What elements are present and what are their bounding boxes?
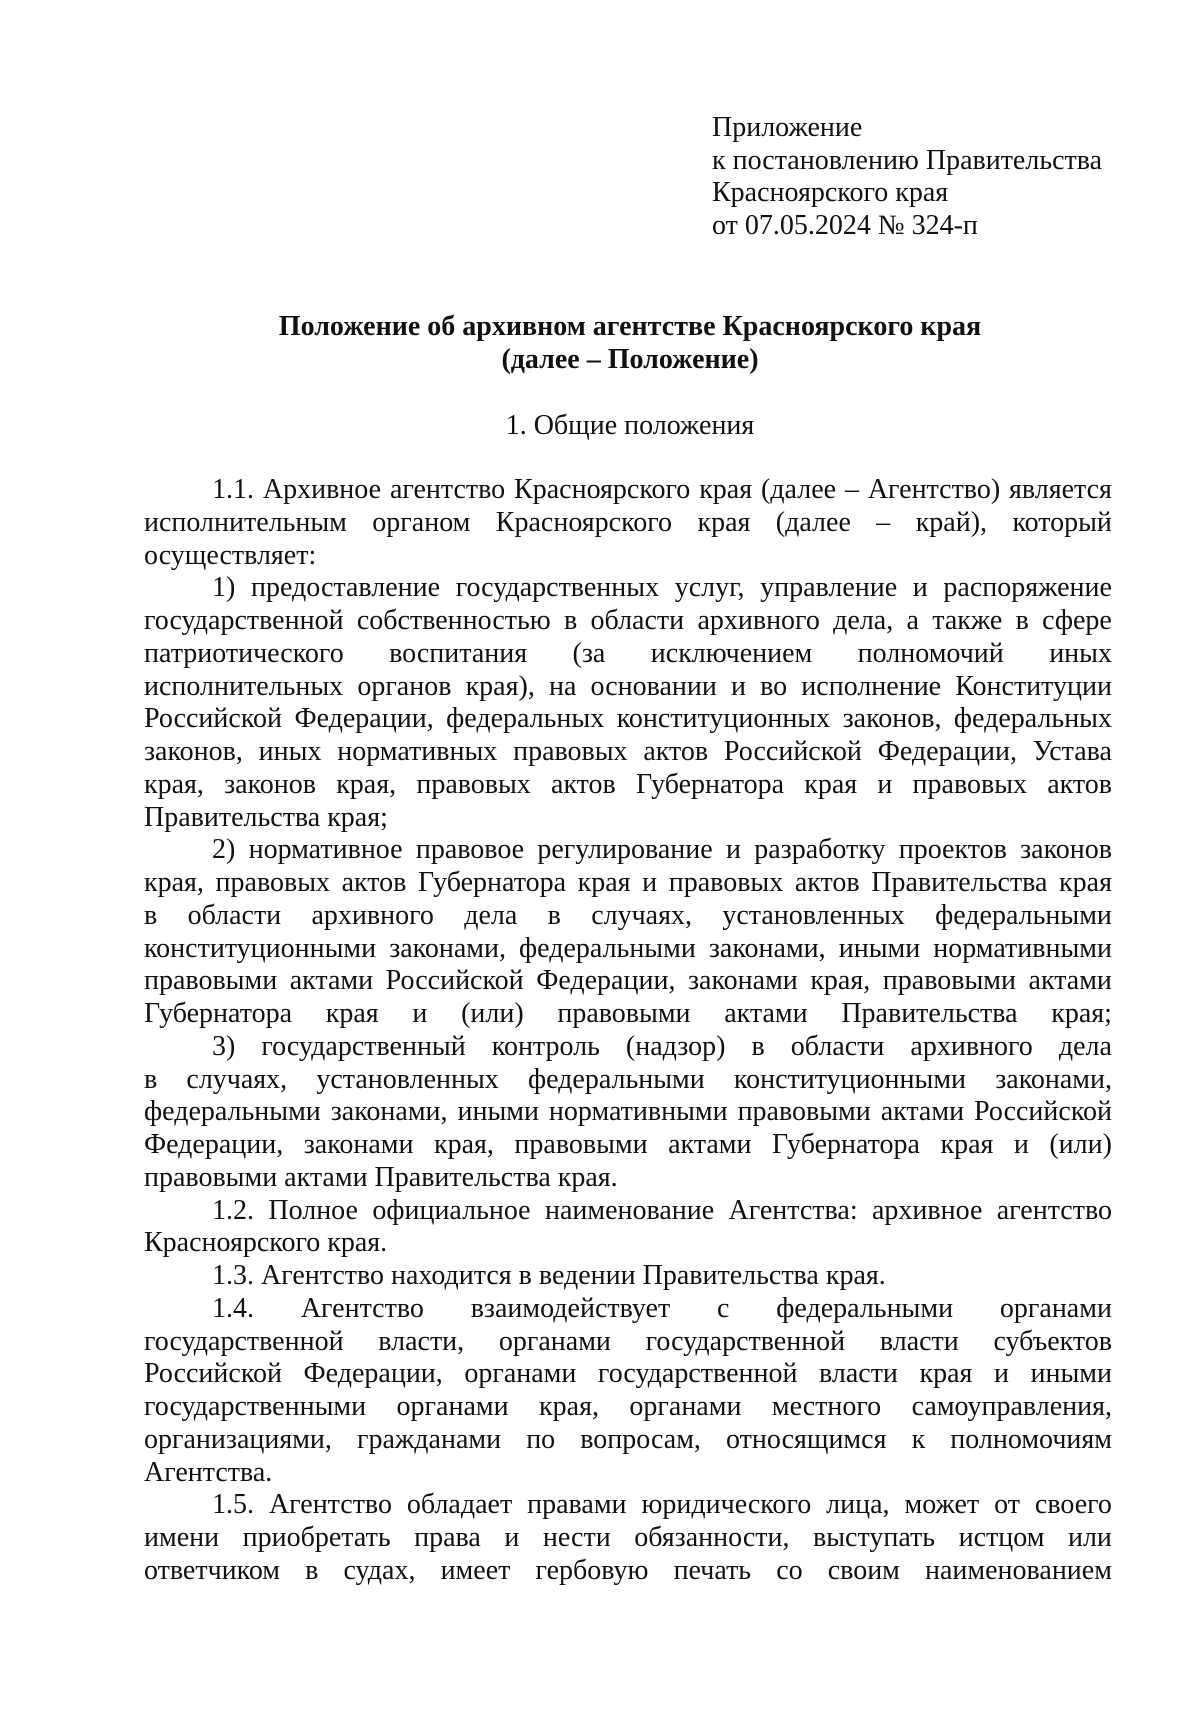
appendix-block xyxy=(712,112,1102,242)
text-word: Федерации, xyxy=(303,1358,443,1390)
text-line xyxy=(144,1391,1112,1424)
text-word: нести xyxy=(542,1522,611,1553)
text-line: осуществляет: xyxy=(144,539,317,571)
text-word: наименование xyxy=(544,1194,715,1226)
text-word: исполнительных xyxy=(144,670,344,702)
text-word: правовыми xyxy=(514,1129,648,1160)
text-word: – xyxy=(876,506,891,538)
text-word: власти xyxy=(819,1358,898,1390)
text-word: законами, xyxy=(389,932,506,964)
text-word: Губернатора xyxy=(144,998,293,1029)
text-word: воспитания xyxy=(389,637,528,669)
text-word: и xyxy=(993,1358,1009,1390)
text-line xyxy=(144,867,1112,900)
text-word: местного xyxy=(771,1391,882,1422)
text-word: органом xyxy=(372,506,471,538)
title-line: (далее – Положение) xyxy=(501,343,759,375)
text-word: органами xyxy=(464,1358,577,1390)
text-word: архивного xyxy=(697,605,820,636)
text-word: (за xyxy=(572,637,606,669)
text-word: Федерации, xyxy=(536,965,676,997)
text-word: и xyxy=(1013,1129,1029,1160)
text-word: наименованием xyxy=(925,1554,1112,1586)
text-line xyxy=(144,1522,1112,1555)
text-word: права xyxy=(414,1522,481,1553)
text-word: Губернатора xyxy=(771,1129,920,1160)
text-word: края, xyxy=(434,1129,494,1160)
text-word: государственной xyxy=(597,1358,798,1390)
text-word: края xyxy=(1059,867,1112,898)
text-word: обладает xyxy=(406,1489,513,1521)
text-line: правовыми актами Правительства края. xyxy=(144,1161,618,1193)
text-word: края, xyxy=(336,768,397,800)
text-line xyxy=(144,1064,1112,1097)
text-word: актами xyxy=(289,965,374,997)
text-word: ответчиком xyxy=(144,1554,281,1586)
text-word: федеральными xyxy=(144,1096,321,1128)
text-word: архивного xyxy=(311,899,434,931)
text-word: а xyxy=(906,605,919,636)
text-word: государственной xyxy=(144,605,344,636)
text-word: Правительства xyxy=(841,998,1018,1029)
text-word: актов xyxy=(1047,768,1112,800)
appendix-line: Приложение xyxy=(712,112,863,143)
text-word: 1.5. xyxy=(212,1489,254,1521)
text-word: патриотического xyxy=(144,637,344,669)
text-word: предоставление xyxy=(250,572,441,604)
text-word: который xyxy=(1012,506,1112,538)
text-word: контроль xyxy=(491,1030,600,1062)
text-word: исполнение xyxy=(801,670,942,702)
text-word: Губернатора xyxy=(635,768,785,800)
text-word: власти, xyxy=(378,1325,465,1357)
text-word: правовых xyxy=(513,736,628,767)
text-word: Архивное xyxy=(262,474,382,505)
text-line xyxy=(144,1489,1112,1522)
text-word: собственностью xyxy=(356,605,551,636)
text-word: иных xyxy=(1049,637,1112,669)
text-word: актами xyxy=(880,1096,965,1128)
text-word: края xyxy=(699,474,753,505)
text-word: края xyxy=(804,768,858,800)
text-word: дела xyxy=(1058,1030,1112,1062)
text-word: федеральными xyxy=(935,899,1112,931)
text-word: Полное xyxy=(268,1194,358,1226)
text-word: лица, xyxy=(826,1489,890,1521)
text-word: Устава xyxy=(1032,736,1112,767)
text-word: архивное xyxy=(871,1194,983,1226)
text-word: правовых xyxy=(215,867,331,898)
text-line xyxy=(144,671,1112,704)
text-word: нормативными xyxy=(933,932,1112,964)
text-word: самоуправления, xyxy=(911,1391,1112,1422)
text-word: Губернатора xyxy=(417,867,567,898)
text-word: законов, xyxy=(842,703,942,735)
text-word: правовыми xyxy=(144,965,278,997)
text-word: по xyxy=(526,1423,556,1455)
text-word: 3) xyxy=(212,1030,236,1062)
text-word: Российской xyxy=(144,703,282,735)
text-word: установленных xyxy=(316,1063,499,1095)
text-word: края), xyxy=(465,670,535,702)
body-text xyxy=(144,474,1112,1588)
text-word: государственной xyxy=(645,1325,846,1357)
text-word: Красноярского xyxy=(514,474,691,505)
appendix-line: Красноярского края xyxy=(712,177,949,208)
text-word: официальное xyxy=(372,1194,531,1226)
text-word: Агентство) xyxy=(867,474,1001,505)
text-line xyxy=(144,1195,1112,1228)
text-line xyxy=(144,834,1112,867)
text-word: судах, xyxy=(343,1554,416,1586)
text-word: органами xyxy=(999,1292,1112,1324)
text-word: и xyxy=(731,670,746,702)
text-word: правами xyxy=(527,1489,627,1521)
document-title xyxy=(150,311,1110,376)
text-word: край), xyxy=(915,506,988,538)
text-word: актами xyxy=(668,1129,752,1160)
text-word: Федерации, xyxy=(144,1129,284,1160)
text-word: в xyxy=(547,899,561,931)
text-word: исполнительным xyxy=(144,506,347,538)
text-word: с xyxy=(717,1292,730,1324)
text-word: в xyxy=(1015,605,1029,636)
text-word: правовых xyxy=(416,768,531,800)
text-word: во xyxy=(760,670,788,702)
text-word: относящимся xyxy=(726,1423,887,1455)
text-word: законами xyxy=(303,1129,414,1160)
text-word: со xyxy=(776,1554,803,1586)
text-word: проектов xyxy=(898,834,1007,866)
text-word: управление xyxy=(760,572,898,604)
text-word: иными xyxy=(838,932,921,964)
text-word: правовых xyxy=(668,867,784,898)
text-word: органами xyxy=(498,1325,611,1357)
text-line xyxy=(144,638,1112,671)
text-word: случаях, xyxy=(591,899,692,931)
text-line xyxy=(144,1031,1112,1064)
text-line xyxy=(144,1555,1112,1588)
text-word: законов xyxy=(224,768,316,800)
text-word: конституционных xyxy=(616,703,831,735)
text-word: гербовую xyxy=(535,1554,649,1586)
text-word: услуг, xyxy=(674,572,745,604)
text-word: и xyxy=(877,768,893,800)
text-word: Конституции xyxy=(955,670,1112,702)
text-word: края xyxy=(919,1358,973,1390)
text-word: (далее xyxy=(760,474,837,505)
text-word: правовыми xyxy=(882,965,1016,997)
text-word: законами xyxy=(687,965,798,997)
text-word: края, xyxy=(144,867,204,898)
text-word: 1.1. xyxy=(212,474,254,505)
text-word: иными xyxy=(1030,1358,1112,1390)
text-word: Российской xyxy=(974,1096,1112,1128)
text-word: обязанности, xyxy=(634,1522,790,1553)
text-line xyxy=(144,998,1112,1031)
text-word: 1.4. xyxy=(212,1292,254,1324)
text-word: правовыми xyxy=(737,1096,871,1128)
text-word: и xyxy=(642,867,658,898)
section-heading: 1. Общие положения xyxy=(505,410,755,441)
text-word: гражданами xyxy=(357,1423,502,1455)
text-word: законов, xyxy=(144,736,243,767)
text-word: Российской xyxy=(723,736,862,767)
text-word: 1) xyxy=(212,572,236,604)
text-word: в xyxy=(564,605,578,636)
text-word: федеральными xyxy=(776,1292,954,1324)
text-word: агентство xyxy=(996,1194,1112,1226)
text-word: на xyxy=(548,670,577,702)
text-word: правовое xyxy=(415,834,525,866)
text-word: организациями, xyxy=(144,1423,332,1455)
title-line: Положение об архивном агентстве Красноярского края xyxy=(278,311,982,342)
text-word: может xyxy=(904,1489,980,1521)
text-line xyxy=(144,507,1112,540)
text-word: нормативное xyxy=(248,834,403,866)
text-word: своим xyxy=(827,1554,900,1586)
text-word: края, xyxy=(144,768,204,800)
text-line xyxy=(144,474,1112,507)
text-word: является xyxy=(1009,474,1112,505)
appendix-line: к постановлению Правительства xyxy=(712,144,1103,176)
text-word: власти xyxy=(879,1325,959,1357)
text-word: 2) xyxy=(212,834,236,866)
text-line: Красноярского края. xyxy=(144,1227,388,1259)
text-line xyxy=(144,1129,1112,1162)
text-word: и xyxy=(912,572,928,604)
text-word: законами, xyxy=(330,1096,448,1128)
text-word: имеет xyxy=(440,1554,511,1586)
text-word: дела xyxy=(464,899,518,931)
text-word: Агентство xyxy=(268,1489,392,1521)
text-word: области xyxy=(187,899,282,931)
text-word: от xyxy=(994,1489,1020,1521)
text-word: регулирование xyxy=(537,834,713,866)
appendix-line: от 07.05.2024 № 324-п xyxy=(712,209,978,241)
text-word: края; xyxy=(1051,998,1112,1029)
text-word: (далее xyxy=(775,506,851,538)
text-word: распоряжение xyxy=(943,572,1112,604)
text-word: и xyxy=(504,1522,520,1553)
text-word: государственными xyxy=(144,1391,367,1422)
text-word: края xyxy=(325,998,379,1029)
text-word: – xyxy=(844,474,859,505)
text-word: органами xyxy=(629,1391,742,1422)
text-word: случаях, xyxy=(186,1063,288,1095)
text-word: федеральных xyxy=(446,703,605,735)
text-word: Российской xyxy=(385,965,524,997)
text-word: истцом xyxy=(958,1522,1045,1553)
text-line xyxy=(144,572,1112,605)
text-word: юридического xyxy=(641,1489,812,1521)
text-word: правовыми xyxy=(557,998,691,1029)
text-word: Красноярского xyxy=(495,506,673,538)
text-word: актами xyxy=(1028,965,1112,997)
text-word: (или) xyxy=(1049,1129,1112,1160)
text-word: и xyxy=(725,834,741,866)
text-word: или xyxy=(1067,1522,1112,1553)
text-line xyxy=(144,769,1112,802)
text-word: в xyxy=(305,1554,319,1586)
text-word: 1.2. xyxy=(212,1194,254,1226)
text-line: Агентства. xyxy=(144,1456,273,1488)
text-word: архивного xyxy=(910,1030,1033,1062)
text-word: Агентство xyxy=(300,1292,424,1324)
text-line xyxy=(144,1293,1112,1326)
text-line: Правительства края; xyxy=(144,801,388,833)
text-word: края xyxy=(697,506,751,538)
text-word: края xyxy=(940,1129,994,1160)
text-word: области xyxy=(590,605,685,636)
text-word: также xyxy=(932,605,1003,636)
text-word: дела, xyxy=(833,605,894,636)
text-word: Федерации, xyxy=(294,703,434,735)
text-word: актов xyxy=(794,867,860,898)
text-word: федеральными xyxy=(519,932,696,964)
text-word: законами, xyxy=(995,1063,1112,1095)
text-word: конституционными xyxy=(144,932,377,964)
text-word: агентство xyxy=(389,474,506,505)
text-line: 1.3. Агентство находится в ведении Правительства края. xyxy=(212,1260,886,1291)
text-word: края, xyxy=(539,1391,599,1422)
text-word: актами xyxy=(724,998,808,1029)
text-word: правовых xyxy=(912,768,1028,800)
text-word: актов xyxy=(341,867,407,898)
text-word: в xyxy=(751,1030,765,1062)
text-word: печать xyxy=(673,1554,752,1586)
text-word: края xyxy=(577,867,631,898)
text-line xyxy=(144,736,1112,769)
text-word: (надзор) xyxy=(625,1030,726,1062)
text-word: выступать xyxy=(813,1522,936,1553)
text-line xyxy=(144,1326,1112,1359)
text-word: вопросам, xyxy=(580,1423,701,1455)
text-word: разработку xyxy=(754,834,886,866)
text-line xyxy=(144,605,1112,638)
text-line xyxy=(144,933,1112,966)
text-word: своего xyxy=(1034,1489,1112,1521)
text-word: имени xyxy=(144,1522,220,1553)
text-word: приобретать xyxy=(242,1522,391,1553)
text-word: законами, xyxy=(708,932,826,964)
text-word: нормативных xyxy=(337,736,498,767)
text-line xyxy=(144,1424,1112,1457)
text-word: актов xyxy=(551,768,616,800)
text-word: конституционными xyxy=(733,1063,967,1095)
text-word: государственных xyxy=(455,572,660,604)
text-word: в xyxy=(144,1063,158,1095)
text-word: исключением xyxy=(650,637,813,669)
text-word: законов xyxy=(1020,834,1112,866)
text-word: органами xyxy=(396,1391,509,1422)
text-word: государственный xyxy=(261,1030,466,1062)
text-word: нормативными xyxy=(548,1096,728,1128)
text-word: Российской xyxy=(144,1358,282,1390)
text-word: установленных xyxy=(722,899,905,931)
text-line xyxy=(144,900,1112,933)
text-line xyxy=(144,1096,1112,1129)
text-word: основании xyxy=(590,670,717,702)
text-line xyxy=(144,965,1112,998)
text-word: полномочиям xyxy=(950,1423,1112,1455)
text-line xyxy=(144,1358,1112,1391)
text-word: и xyxy=(412,998,428,1029)
text-word: федеральных xyxy=(953,703,1112,735)
text-word: субъектов xyxy=(993,1325,1112,1357)
text-word: в xyxy=(144,899,158,931)
text-word: органов xyxy=(357,670,452,702)
text-word: актов xyxy=(643,736,709,767)
text-word: иных xyxy=(258,736,322,767)
text-word: Федерации, xyxy=(877,736,1017,767)
text-word: Агентства: xyxy=(728,1194,858,1226)
text-word: к xyxy=(911,1423,926,1455)
text-word: федеральными xyxy=(527,1063,705,1095)
text-word: взаимодействует xyxy=(470,1292,671,1324)
text-line xyxy=(144,703,1112,736)
text-word: области xyxy=(790,1030,885,1062)
text-word: края, xyxy=(810,965,871,997)
text-word: (или) xyxy=(461,998,524,1029)
text-word: иными xyxy=(457,1096,539,1128)
text-word: Правительства xyxy=(871,867,1048,898)
text-word: государственной xyxy=(144,1325,344,1357)
text-word: полномочий xyxy=(857,637,1004,669)
text-word: сфере xyxy=(1042,605,1112,636)
